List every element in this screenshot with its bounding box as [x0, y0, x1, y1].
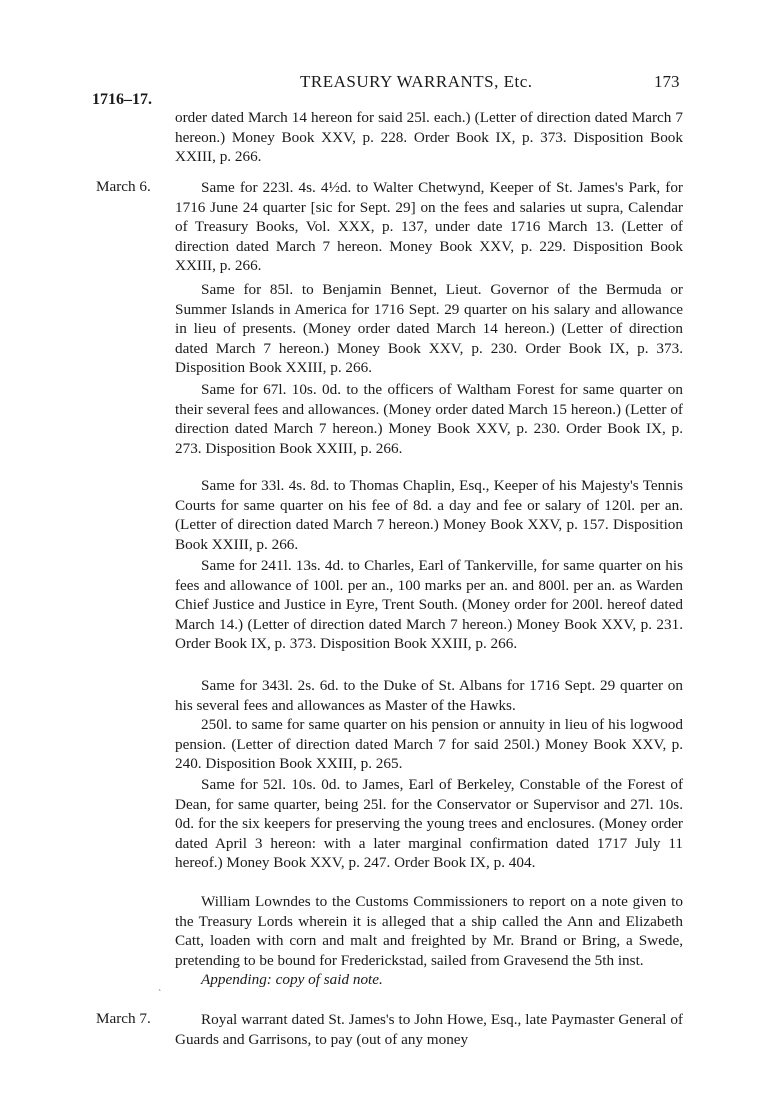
entry [175, 280, 683, 378]
entry [175, 556, 683, 654]
entry [175, 676, 683, 774]
entry-text: order dated March 14 hereon for said 25l. each.) (Letter of direction dated March 7 hereon.) Money Book XXV, p. 228. Order Book IX, p. 373. Disposition Book XXIII, p. 266. [175, 109, 683, 165]
entry [175, 178, 683, 276]
appending-note: Appending: copy of said note. [201, 971, 383, 988]
date-label: March 7. [96, 1010, 151, 1027]
entry [175, 892, 683, 990]
page-number: 173 [654, 72, 680, 91]
entry-text: Same for 343l. 2s. 6d. to the Duke of St. Albans for 1716 Sept. 29 quarter on his several fees and allowances as Master of the Hawks. [175, 677, 683, 714]
entry-text-continued: 250l. to same for same quarter on his pension or annuity in lieu of his logwood pension. (Letter of direction dated March 7 for said 250l.) Money Book XXV, p. 240. Disposition Book XXIII, p. 265. [175, 716, 683, 772]
entry [175, 1010, 683, 1049]
running-title: TREASURY WARRANTS, Etc. [300, 72, 533, 91]
entry-text: Same for 85l. to Benjamin Bennet, Lieut. Governor of the Bermuda or Summer Islands in America for 1716 Sept. 29 quarter on his salary and allowance in lieu of presents. (Money order dated March 14 hereon.) (Letter of direction dated March 7 hereon.) Money Book XXV, p. 230. Order Book IX, p. 373. Disposition Book XXIII, p. 266. [175, 281, 683, 376]
year-label: 1716–17. [92, 91, 152, 108]
entry-continuation [175, 108, 683, 167]
entry-text: Same for 241l. 13s. 4d. to Charles, Earl of Tankerville, for same quarter on his fees and allowance of 100l. per an., 100 marks per an. and 800l. per an. as Warden Chief Justice and Justice in Eyre, Trent South. (Money order for 200l. hereof dated March 14.) (Letter of direction dated March 7 hereon.) Money Book XXV, p. 231. Order Book IX, p. 373. Disposition Book XXIII, p. 266. [175, 557, 683, 652]
date-label: March 6. [96, 178, 151, 195]
entry [175, 380, 683, 458]
entry-text: Same for 33l. 4s. 8d. to Thomas Chaplin, Esq., Keeper of his Majesty's Tennis Courts for same quarter on his fee of 8d. a day and fee or salary of 120l. per an. (Letter of direction dated March 7 hereon.) Money Book XXV, p. 157. Disposition Book XXIII, p. 266. [175, 477, 683, 553]
entry-text: Same for 223l. 4s. 4½d. to Walter Chetwynd, Keeper of St. James's Park, for 1716 June 24 quarter [sic for Sept. 29] on the fees and salaries ut supra, Calendar of Treasury Books, Vol. XXX, p. 137, under date 1716 March 13. (Letter of direction dated March 7 hereon. Money Book XXV, p. 229. Disposition Book XXIII, p. 266. [175, 179, 683, 274]
entry-text: Same for 67l. 10s. 0d. to the officers of Waltham Forest for same quarter on their several fees and allowances. (Money order dated March 15 hereon.) (Letter of direction dated March 7 hereon.) Money Book XXV, p. 230. Order Book IX, p. 273. Disposition Book XXIII, p. 266. [175, 381, 683, 457]
entry-text: Royal warrant dated St. James's to John Howe, Esq., late Paymaster General of Guards and Garrisons, to pay (out of any money [175, 1011, 683, 1048]
stray-mark: ˋ [158, 989, 162, 1000]
entry [175, 775, 683, 873]
entry-text: Same for 52l. 10s. 0d. to James, Earl of Berkeley, Constable of the Forest of Dean, for same quarter, being 25l. for the Conservator or Supervisor and 27l. 10s. 0d. for the six keepers for preserving the young trees and enclosures. (Money order dated April 3 hereon: with a later marginal confirmation dated 1717 July 11 hereof.) Money Book XXV, p. 247. Order Book IX, p. 404. [175, 776, 683, 871]
entry [175, 476, 683, 554]
entry-text: William Lowndes to the Customs Commissioners to report on a note given to the Treasury Lords wherein it is alleged that a ship called the Ann and Elizabeth Catt, loaden with corn and malt and freighted by Mr. Brand or Bring, a Swede, pretending to be bound for Frederickstad, sailed from Gravesend the 5th inst. [175, 893, 683, 969]
